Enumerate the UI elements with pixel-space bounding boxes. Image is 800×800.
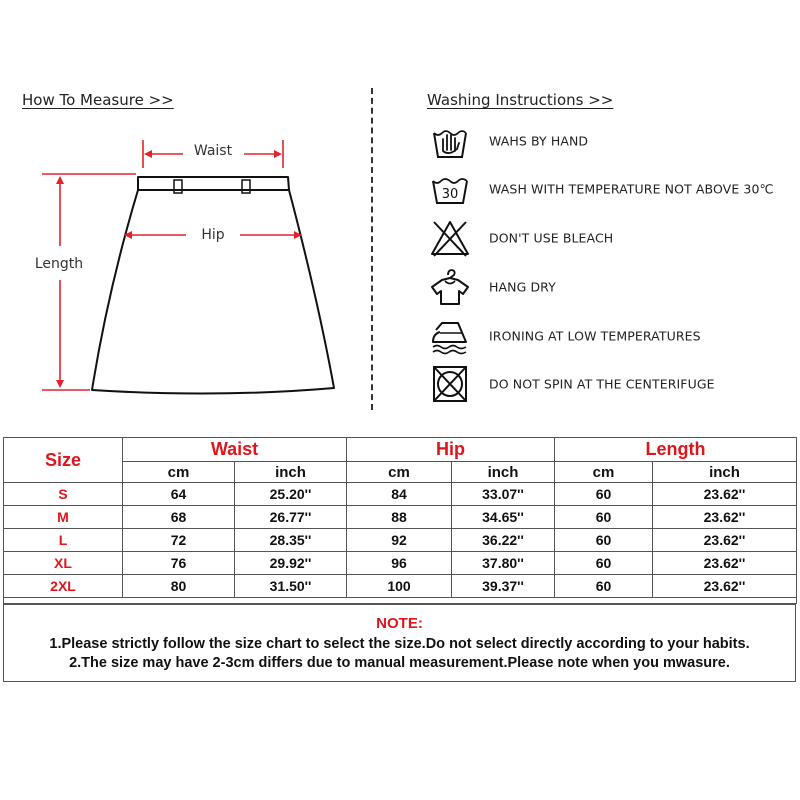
- value-cell: 96: [347, 552, 452, 575]
- value-cell: 39.37'': [452, 575, 555, 598]
- section-divider: [371, 88, 373, 410]
- unit-header: cm: [123, 462, 235, 483]
- svg-text:30: 30: [441, 187, 459, 202]
- wash-text-hand-wash: WAHS BY HAND: [489, 133, 589, 149]
- waist-label: Waist: [193, 143, 233, 159]
- table-header-units: [4, 462, 797, 483]
- value-cell: 100: [347, 575, 452, 598]
- wash-item-iron-low: [428, 316, 701, 356]
- waistband-loop-left: [174, 180, 182, 193]
- size-header: Size: [4, 438, 123, 483]
- table-row: [4, 506, 797, 529]
- note-line-1: 1.Please strictly follow the size chart to select the size.Do not select directly according to your habits.: [49, 636, 750, 652]
- value-cell: 23.62'': [653, 575, 797, 598]
- value-cell: 34.65'': [452, 506, 555, 529]
- unit-header: inch: [452, 462, 555, 483]
- wash-item-no-tumble: [428, 364, 715, 404]
- waistband-loop-right: [242, 180, 250, 193]
- value-cell: 60: [555, 529, 653, 552]
- length-arrow: [42, 174, 136, 390]
- wash-item-30: [428, 169, 774, 209]
- no-tumble-dry-icon: [428, 364, 472, 404]
- value-cell: 37.80'': [452, 552, 555, 575]
- value-cell: 76: [123, 552, 235, 575]
- size-cell: S: [4, 483, 123, 506]
- value-cell: 23.62'': [653, 529, 797, 552]
- size-cell: M: [4, 506, 123, 529]
- hand-wash-icon: [428, 121, 472, 161]
- value-cell: 29.92'': [235, 552, 347, 575]
- value-cell: 26.77'': [235, 506, 347, 529]
- note-line-2: 2.The size may have 2-3cm differs due to manual measurement.Please note when you mwasure.: [69, 655, 730, 671]
- wash-item-hand-wash: [428, 121, 589, 161]
- note-box: [3, 604, 796, 682]
- value-cell: 23.62'': [653, 483, 797, 506]
- table-row: [4, 552, 797, 575]
- wash-text-30: WASH WITH TEMPERATURE NOT ABOVE 30℃: [489, 181, 774, 197]
- wash-text-no-tumble: DO NOT SPIN AT THE CENTERIFUGE: [489, 376, 715, 392]
- hip-label: Hip: [201, 227, 225, 243]
- size-chart-table: [3, 437, 797, 604]
- wash-text-hang-dry: HANG DRY: [489, 279, 556, 295]
- table-spacer-row: [4, 598, 797, 604]
- unit-header: cm: [347, 462, 452, 483]
- wash-text-iron-low: IRONING AT LOW TEMPERATURES: [489, 328, 701, 344]
- value-cell: 68: [123, 506, 235, 529]
- value-cell: 80: [123, 575, 235, 598]
- value-cell: 60: [555, 552, 653, 575]
- wash-item-hang-dry: [428, 267, 556, 307]
- value-cell: 36.22'': [452, 529, 555, 552]
- note-title: NOTE:: [376, 615, 423, 632]
- wash-item-no-bleach: [428, 218, 614, 258]
- size-cell: XL: [4, 552, 123, 575]
- size-cell: 2XL: [4, 575, 123, 598]
- no-bleach-icon: [428, 218, 472, 258]
- value-cell: 33.07'': [452, 483, 555, 506]
- value-cell: 31.50'': [235, 575, 347, 598]
- value-cell: 25.20'': [235, 483, 347, 506]
- value-cell: 28.35'': [235, 529, 347, 552]
- washing-instructions-title: Washing Instructions >>: [427, 91, 614, 109]
- value-cell: 60: [555, 483, 653, 506]
- hip-header: Hip: [347, 438, 555, 462]
- value-cell: 60: [555, 575, 653, 598]
- value-cell: 60: [555, 506, 653, 529]
- table-row: [4, 575, 797, 598]
- value-cell: 92: [347, 529, 452, 552]
- wash-text-no-bleach: DON'T USE BLEACH: [489, 230, 614, 246]
- size-cell: L: [4, 529, 123, 552]
- unit-header: inch: [653, 462, 797, 483]
- value-cell: 23.62'': [653, 506, 797, 529]
- table-header-groups: [4, 438, 797, 462]
- skirt-measure-diagram: [0, 120, 370, 410]
- hang-dry-icon: [428, 267, 472, 307]
- unit-header: inch: [235, 462, 347, 483]
- skirt-outline: [92, 177, 334, 394]
- how-to-measure-title: How To Measure >>: [22, 91, 174, 109]
- value-cell: 88: [347, 506, 452, 529]
- value-cell: 84: [347, 483, 452, 506]
- table-row: [4, 483, 797, 506]
- value-cell: 64: [123, 483, 235, 506]
- length-header: Length: [555, 438, 797, 462]
- unit-header: cm: [555, 462, 653, 483]
- iron-low-icon: [428, 316, 472, 356]
- waist-header: Waist: [123, 438, 347, 462]
- value-cell: 23.62'': [653, 552, 797, 575]
- wash-30-icon: [428, 169, 472, 209]
- length-label: Length: [34, 256, 84, 272]
- value-cell: 72: [123, 529, 235, 552]
- table-row: [4, 529, 797, 552]
